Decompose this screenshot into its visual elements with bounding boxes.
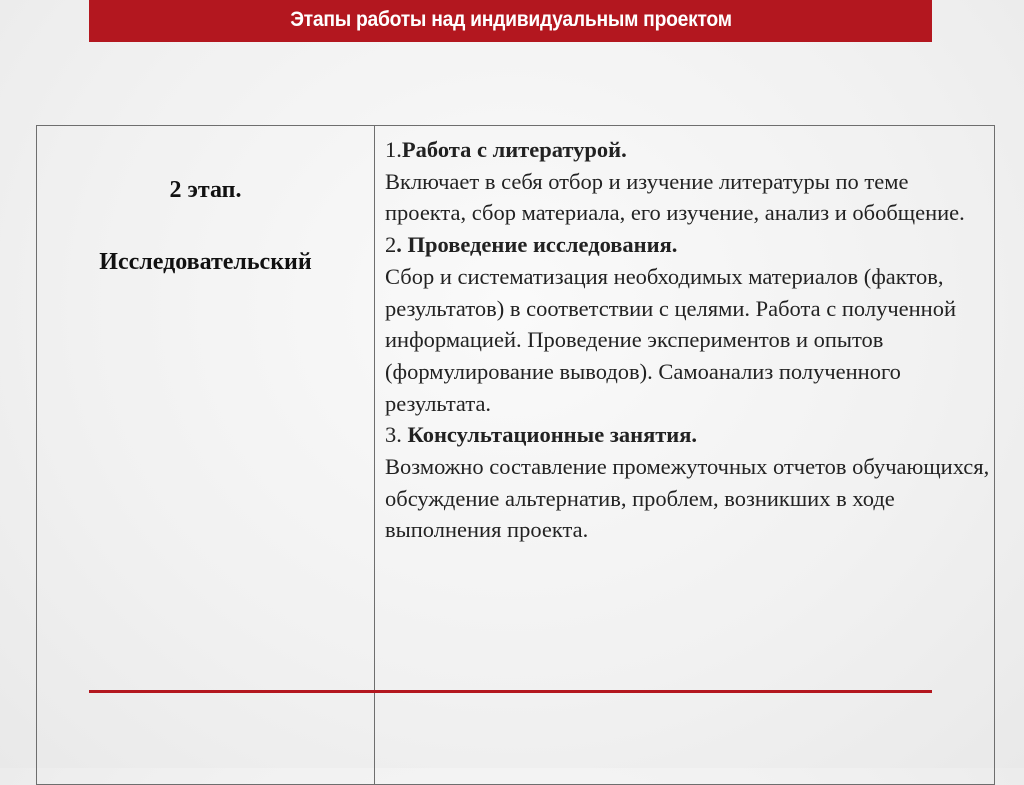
section-heading <box>385 419 991 451</box>
stage-number: 2 этап. <box>169 177 242 203</box>
stage-name: Исследовательский <box>99 249 312 275</box>
section-heading <box>385 229 991 261</box>
section-body: Возможно составление промежуточных отчетов обучающихся, обсуждение альтернатив, проблем, возникших в ходе выполнения проекта. <box>385 454 990 543</box>
red-divider-line <box>89 690 932 693</box>
section-heading <box>385 134 991 166</box>
slide-title: Этапы работы над индивидуальным проектом <box>289 8 732 31</box>
section-number: 1. <box>385 137 402 162</box>
section-number: 2 <box>385 232 397 258</box>
section-body: Сбор и систематизация необходимых материалов (фактов, результатов) в соответствии с целями. Работа с полученной информацией. Проведение экспериментов и опытов (формулирование выводов). Самоанализ полученного результата. <box>385 263 956 416</box>
section-body: Включает в себя отбор и изучение литературы по теме проекта, сбор материала, его изучение, анализ и обобщение. <box>385 168 965 226</box>
table-column-divider <box>374 125 375 785</box>
section-title: Консультационные занятия. <box>407 422 698 448</box>
section-title: . Проведение исследования. <box>396 232 678 258</box>
section-title: Работа с литературой. <box>401 137 627 162</box>
section-number: 3. <box>385 422 408 448</box>
slide-title-bar <box>89 0 932 42</box>
stage-description-cell <box>385 134 991 546</box>
